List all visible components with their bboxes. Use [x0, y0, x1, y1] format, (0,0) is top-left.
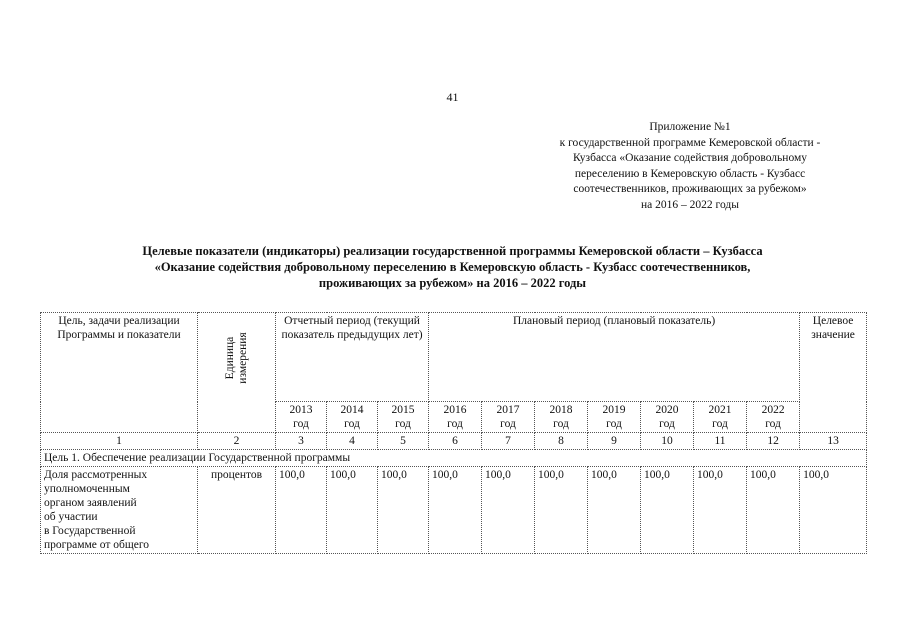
value-cell: 100,0	[429, 467, 482, 554]
year: 2017	[496, 404, 520, 416]
header-reporting-period: Отчетный период (текущий показатель предыдущих лет)	[276, 313, 429, 402]
year-cell	[641, 402, 694, 433]
year: 2016	[443, 404, 467, 416]
header-unit: Единица измерения	[223, 332, 249, 384]
column-number: 11	[694, 433, 747, 450]
indicator-line: уполномоченным	[44, 483, 130, 495]
value-cell: 100,0	[482, 467, 535, 554]
indicator-line: об участии	[44, 511, 98, 523]
title-line: проживающих за рубежом» на 2016 – 2022 годы	[318, 276, 587, 290]
appendix-line: к государственной программе Кемеровской области -	[559, 136, 821, 149]
header-unit-cell	[198, 313, 276, 433]
year-suffix: год	[659, 418, 675, 430]
year: 2022	[761, 404, 785, 416]
year-cell	[378, 402, 429, 433]
section-goal-row	[41, 450, 867, 467]
appendix-line: переселению в Кемеровскую область - Кузбасс	[574, 167, 806, 180]
value-cell: 100,0	[276, 467, 327, 554]
appendix-line: соотечественников, проживающих за рубежом»	[573, 183, 807, 195]
column-number: 1	[41, 433, 198, 450]
year: 2019	[602, 404, 626, 416]
page-number: 41	[446, 90, 459, 104]
header-planned-period: Плановый период (плановый показатель)	[429, 313, 800, 402]
year-cell	[535, 402, 588, 433]
indicators-table	[40, 312, 867, 554]
year-suffix: год	[500, 418, 516, 430]
document-title	[40, 243, 865, 291]
value-cell: 100,0	[327, 467, 378, 554]
target-cell: 100,0	[800, 467, 867, 554]
year: 2021	[708, 404, 732, 416]
year-suffix: год	[293, 418, 309, 430]
value-cell: 100,0	[641, 467, 694, 554]
column-number: 3	[276, 433, 327, 450]
value-cell: 100,0	[378, 467, 429, 554]
year-suffix: год	[344, 418, 360, 430]
year-suffix: год	[447, 418, 463, 430]
value-cell: 100,0	[694, 467, 747, 554]
indicator-line: органом заявлений	[44, 497, 137, 509]
year-suffix: год	[395, 418, 411, 430]
appendix-line: на 2016 – 2022 годы	[641, 198, 739, 211]
year-cell	[327, 402, 378, 433]
column-number: 6	[429, 433, 482, 450]
value-cell: 100,0	[747, 467, 800, 554]
year-cell	[482, 402, 535, 433]
year: 2018	[549, 404, 573, 416]
value-cell: 100,0	[535, 467, 588, 554]
header-goal: Цель, задачи реализации Программы и показатели	[41, 313, 198, 433]
indicator-line: в Государственной	[44, 525, 136, 537]
column-number: 7	[482, 433, 535, 450]
year-cell	[747, 402, 800, 433]
indicator-name	[41, 467, 198, 554]
column-number: 4	[327, 433, 378, 450]
unit-value: процентов	[198, 467, 276, 554]
table-row	[41, 467, 867, 554]
year-suffix: год	[553, 418, 569, 430]
indicator-line: Доля рассмотренных	[44, 469, 148, 481]
section-goal: Цель 1. Обеспечение реализации Государственной программы	[41, 450, 867, 467]
year: 2015	[391, 404, 415, 416]
column-number: 9	[588, 433, 641, 450]
column-number: 10	[641, 433, 694, 450]
year: 2013	[289, 404, 313, 416]
year: 2014	[340, 404, 364, 416]
appendix-line: Кузбасса «Оказание содействия добровольному	[573, 152, 807, 164]
column-numbers-row	[41, 433, 867, 450]
value-cell: 100,0	[588, 467, 641, 554]
year-cell	[588, 402, 641, 433]
title-line: Целевые показатели (индикаторы) реализации государственной программы Кемеровской области – Кузбасса	[142, 244, 763, 258]
column-number: 13	[800, 433, 867, 450]
year-suffix: год	[712, 418, 728, 430]
year-suffix: год	[606, 418, 622, 430]
appendix-note	[500, 120, 880, 213]
year-cell	[694, 402, 747, 433]
header-target: Целевое значение	[800, 313, 867, 433]
year: 2020	[655, 404, 679, 416]
column-number: 2	[198, 433, 276, 450]
title-line: «Оказание содействия добровольному переселению в Кемеровскую область - Кузбасс соотечественников,	[154, 260, 751, 274]
year-suffix: год	[765, 418, 781, 430]
year-cell	[276, 402, 327, 433]
year-cell	[429, 402, 482, 433]
column-number: 8	[535, 433, 588, 450]
column-number: 12	[747, 433, 800, 450]
indicator-line: программе от общего	[44, 539, 149, 551]
appendix-line: Приложение №1	[649, 121, 731, 133]
column-number: 5	[378, 433, 429, 450]
header-row	[41, 313, 867, 402]
